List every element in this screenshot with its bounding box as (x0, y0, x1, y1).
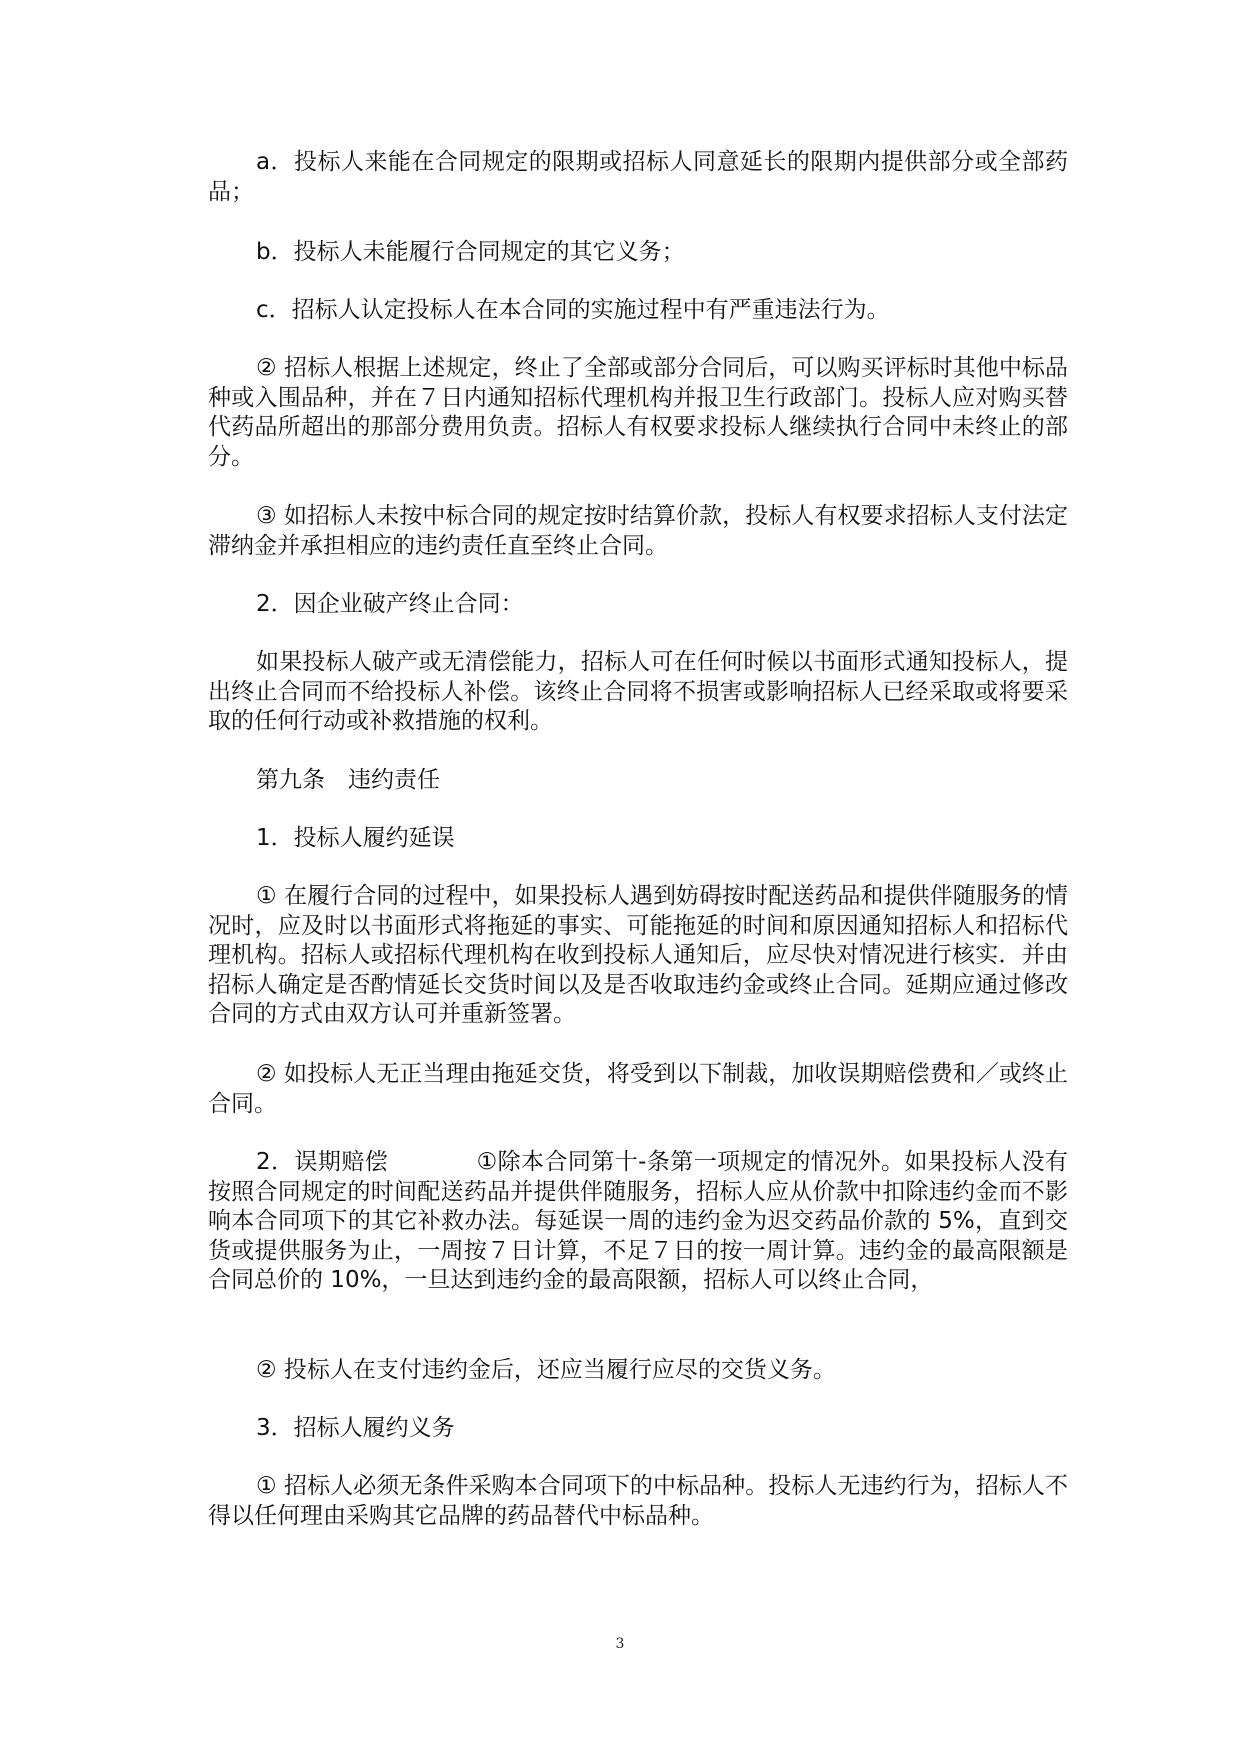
liquidated-damages-heading: 2．误期赔偿 (256, 1149, 389, 1175)
delay-heading: 1．投标人履约延误 (256, 825, 455, 851)
article-nine-heading: 第九条 违约责任 (256, 767, 440, 793)
page-number: 3 (615, 1636, 625, 1652)
bankruptcy-heading: 2．因企业破产终止合同： (256, 591, 524, 617)
clause-b: b．投标人未能履行合同规定的其它义务； (256, 239, 685, 265)
tenderer-obligation-paragraph: ① 招标人必须无条件采购本合同项下的中标品种。投标人无违约行为，招标人不得以任何理由采购其它品牌的药品替代中标品种。 (208, 1473, 1068, 1529)
bankruptcy-paragraph: 如果投标人破产或无清偿能力，招标人可在任何时候以书面形式通知投标人，提出终止合同而不给投标人补偿。该终止合同将不损害或影响招标人已经采取或将要采取的任何行动或补救措施的权利。 (208, 649, 1068, 734)
delay-paragraph-2: ② 如投标人无正当理由拖延交货，将受到以下制裁，加收误期赔偿费和／或终止合同。 (208, 1061, 1068, 1117)
clause-a: a．投标人来能在合同规定的限期或招标人同意延长的限期内提供部分或全部药品； (208, 149, 1068, 205)
liquidated-damages-text: ①除本合同第十-条第一项规定的情况外。如果投标人没有按照合同规定的时间配送药品并提供伴随服务，招标人应从价款中扣除违约金而不影响本合同项下的其它补救办法。每延误一周的违约金为迟交药品价款的 5%，直到交货或提供服务为止，一周按７日计算，不足７日的按一周计算。违约金的最高限额是合同总价的 10%，一旦达到违约金的最高限额，招标人可以终止合同， (208, 1149, 1068, 1293)
termination-paragraph-2: ② 招标人根据上述规定，终止了全部或部分合同后，可以购买评标时其他中标品种或入围品种，并在７日内通知招标代理机构并报卫生行政部门。投标人应对购买替代药品所超出的那部分费用负责。招标人有权要求投标人继续执行合同中未终止的部分。 (208, 355, 1068, 470)
clause-c: c．招标人认定投标人在本合同的实施过程中有严重违法行为。 (256, 297, 890, 323)
delay-paragraph-1: ① 在履行合同的过程中，如果投标人遇到妨碍按时配送药品和提供伴随服务的情况时，应及时以书面形式将拖延的事实、可能拖延的时间和原因通知招标人和招标代理机构。招标人或招标代理机构在收到投标人通知后，应尽快对情况进行核实．并由招标人确定是否酌情延长交货时间以及是否收取违约金或终止合同。延期应通过修改合同的方式由双方认可并重新签署。 (208, 883, 1068, 1027)
tenderer-obligation-heading: 3．招标人履约义务 (256, 1415, 455, 1441)
liquidated-damages-paragraph (208, 1148, 1068, 1296)
post-payment-paragraph: ② 投标人在支付违约金后，还应当履行应尽的交货义务。 (256, 1357, 836, 1383)
termination-paragraph-3: ③ 如招标人未按中标合同的规定按时结算价款，投标人有权要求招标人支付法定滞纳金并承担相应的违约责任直至终止合同。 (208, 503, 1068, 559)
